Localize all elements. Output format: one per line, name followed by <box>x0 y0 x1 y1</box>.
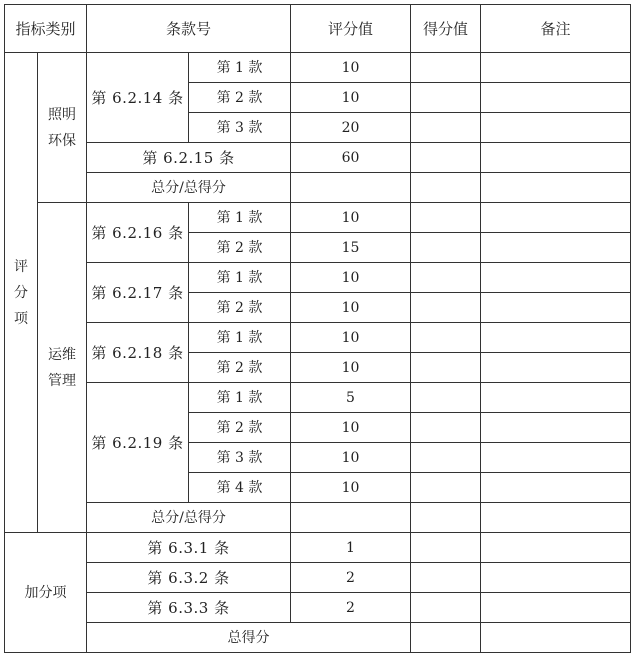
scoring-section-text: 评分项 <box>13 258 28 327</box>
item-label: 第 2 款 <box>189 83 291 113</box>
table-row <box>5 593 631 623</box>
item-value: 10 <box>291 203 411 233</box>
remarks-cell[interactable] <box>481 203 631 233</box>
subtotal-value-cell[interactable] <box>291 503 411 533</box>
remarks-cell[interactable] <box>481 233 631 263</box>
item-value: 2 <box>291 563 411 593</box>
table-row <box>5 623 631 653</box>
item-label: 第 2 款 <box>189 413 291 443</box>
obtained-cell[interactable] <box>411 113 481 143</box>
scoring-section-label <box>5 53 38 533</box>
item-value: 1 <box>291 533 411 563</box>
obtained-cell[interactable] <box>411 173 481 203</box>
obtained-cell[interactable] <box>411 503 481 533</box>
obtained-cell[interactable] <box>411 143 481 173</box>
maintenance-group-label <box>38 203 87 533</box>
item-value: 10 <box>291 413 411 443</box>
obtained-cell[interactable] <box>411 443 481 473</box>
remarks-cell[interactable] <box>481 593 631 623</box>
obtained-cell[interactable] <box>411 413 481 443</box>
remarks-cell[interactable] <box>481 443 631 473</box>
obtained-cell[interactable] <box>411 293 481 323</box>
maintenance-subtotal: 总分/总得分 <box>87 503 291 533</box>
remarks-cell[interactable] <box>481 473 631 503</box>
lighting-group-text: 照明环保 <box>47 106 76 149</box>
obtained-cell[interactable] <box>411 233 481 263</box>
remarks-cell[interactable] <box>481 563 631 593</box>
obtained-cell[interactable] <box>411 83 481 113</box>
item-value: 10 <box>291 53 411 83</box>
obtained-cell[interactable] <box>411 623 481 653</box>
item-value: 10 <box>291 323 411 353</box>
remarks-cell[interactable] <box>481 173 631 203</box>
item-label: 第 2 款 <box>189 233 291 263</box>
clause-6-2-15: 第 6.2.15 条 <box>87 143 291 173</box>
item-label: 第 1 款 <box>189 263 291 293</box>
remarks-cell[interactable] <box>481 293 631 323</box>
lighting-subtotal: 总分/总得分 <box>87 173 291 203</box>
total-score-label: 总得分 <box>87 623 411 653</box>
remarks-cell[interactable] <box>481 143 631 173</box>
table-row <box>5 263 631 293</box>
item-label: 第 1 款 <box>189 383 291 413</box>
remarks-cell[interactable] <box>481 413 631 443</box>
item-value: 10 <box>291 353 411 383</box>
item-value: 10 <box>291 443 411 473</box>
lighting-group-label <box>38 53 87 203</box>
item-label: 第 1 款 <box>189 203 291 233</box>
item-value: 10 <box>291 83 411 113</box>
item-label: 第 2 款 <box>189 353 291 383</box>
remarks-cell[interactable] <box>481 503 631 533</box>
obtained-cell[interactable] <box>411 203 481 233</box>
item-value: 20 <box>291 113 411 143</box>
clause-6-3-2: 第 6.3.2 条 <box>87 563 291 593</box>
table-row <box>5 383 631 413</box>
maintenance-group-text: 运维管理 <box>47 346 76 389</box>
table-row <box>5 173 631 203</box>
obtained-cell[interactable] <box>411 263 481 293</box>
subtotal-value-cell[interactable] <box>291 173 411 203</box>
item-label: 第 3 款 <box>189 443 291 473</box>
obtained-cell[interactable] <box>411 53 481 83</box>
item-value: 10 <box>291 263 411 293</box>
header-remarks: 备注 <box>481 5 631 53</box>
item-value: 15 <box>291 233 411 263</box>
item-label: 第 2 款 <box>189 293 291 323</box>
item-value: 10 <box>291 473 411 503</box>
item-label: 第 4 款 <box>189 473 291 503</box>
obtained-cell[interactable] <box>411 473 481 503</box>
obtained-cell[interactable] <box>411 533 481 563</box>
remarks-cell[interactable] <box>481 353 631 383</box>
header-row <box>5 5 631 53</box>
table-row <box>5 563 631 593</box>
item-value: 2 <box>291 593 411 623</box>
table-row <box>5 203 631 233</box>
item-value: 5 <box>291 383 411 413</box>
remarks-cell[interactable] <box>481 623 631 653</box>
item-label: 第 1 款 <box>189 323 291 353</box>
scoring-table <box>4 4 631 653</box>
table-row <box>5 503 631 533</box>
clause-6-2-19: 第 6.2.19 条 <box>87 383 189 503</box>
clause-6-3-3: 第 6.3.3 条 <box>87 593 291 623</box>
table-row <box>5 143 631 173</box>
clause-6-2-16: 第 6.2.16 条 <box>87 203 189 263</box>
table-row <box>5 533 631 563</box>
obtained-cell[interactable] <box>411 323 481 353</box>
remarks-cell[interactable] <box>481 263 631 293</box>
obtained-cell[interactable] <box>411 563 481 593</box>
header-score-value: 评分值 <box>291 5 411 53</box>
clause-6-3-1: 第 6.3.1 条 <box>87 533 291 563</box>
obtained-cell[interactable] <box>411 593 481 623</box>
header-category: 指标类别 <box>5 5 87 53</box>
obtained-cell[interactable] <box>411 383 481 413</box>
item-label: 第 1 款 <box>189 53 291 83</box>
clause-6-2-14: 第 6.2.14 条 <box>87 53 189 143</box>
remarks-cell[interactable] <box>481 533 631 563</box>
clause-6-2-18: 第 6.2.18 条 <box>87 323 189 383</box>
bonus-section-label: 加分项 <box>5 533 87 653</box>
remarks-cell[interactable] <box>481 383 631 413</box>
clause-6-2-17: 第 6.2.17 条 <box>87 263 189 323</box>
remarks-cell[interactable] <box>481 113 631 143</box>
remarks-cell[interactable] <box>481 83 631 113</box>
header-clause-no: 条款号 <box>87 5 291 53</box>
table-row <box>5 323 631 353</box>
header-obtained-score: 得分值 <box>411 5 481 53</box>
table-row <box>5 53 631 83</box>
remarks-cell[interactable] <box>481 53 631 83</box>
item-value: 60 <box>291 143 411 173</box>
obtained-cell[interactable] <box>411 353 481 383</box>
remarks-cell[interactable] <box>481 323 631 353</box>
item-value: 10 <box>291 293 411 323</box>
item-label: 第 3 款 <box>189 113 291 143</box>
